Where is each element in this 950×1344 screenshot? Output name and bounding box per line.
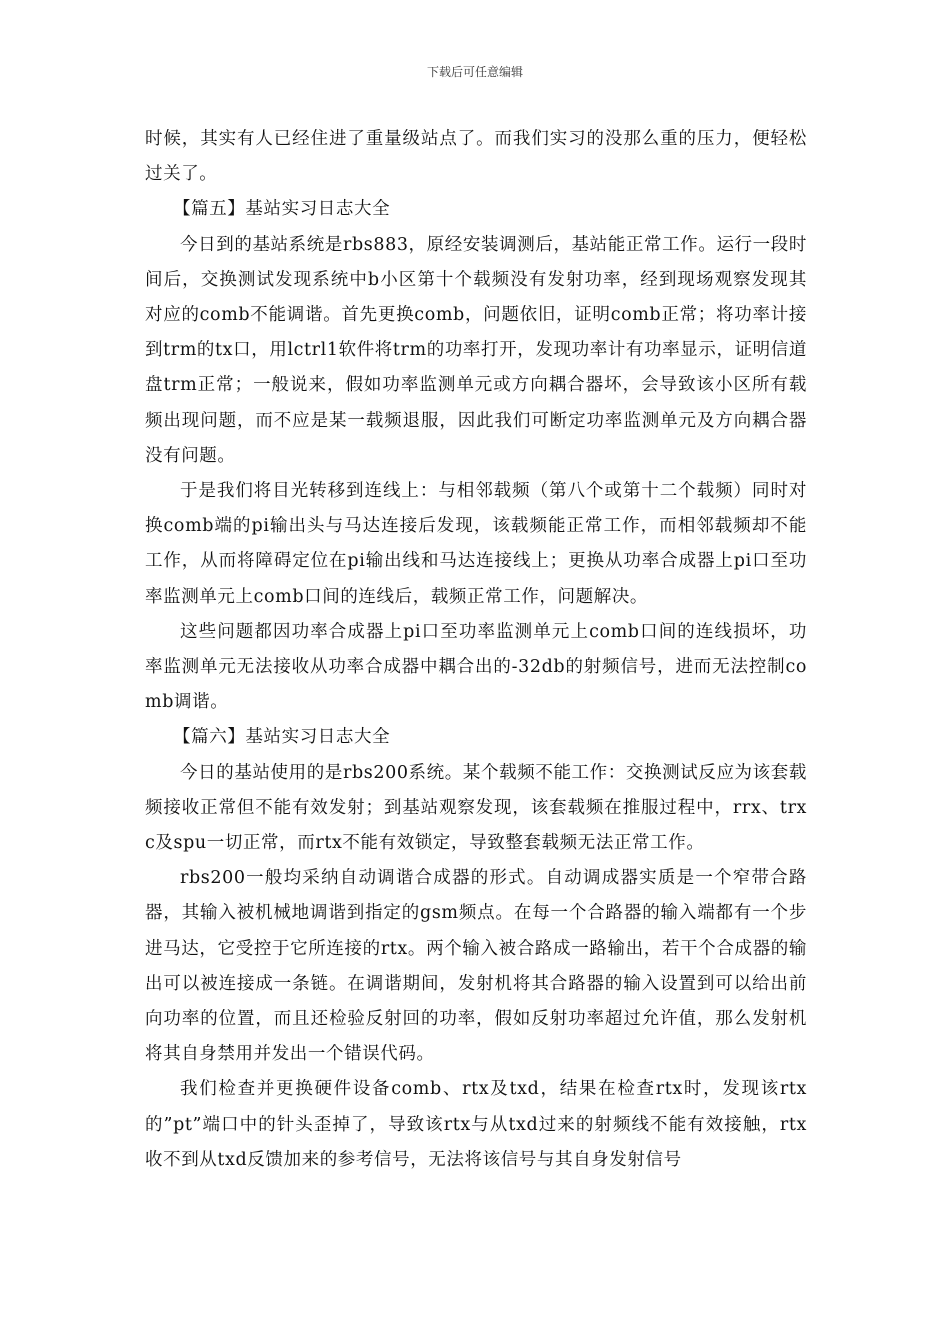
section-heading: 【篇五】基站实习日志大全 bbox=[173, 199, 391, 220]
paragraph: 于是我们将目光转移到连线上：与相邻载频（第八个或第十二个载频）同时对换comb端的pi输出头与马达连接后发现，该载频能正常工作，而相邻载频却不能工作，从而将障碍定位在pi输出线和马达连接线上；更换从功率合成器上pi口至功率监测单元上comb口间的连线后，载频正常工作，问题解决。 bbox=[145, 481, 807, 607]
section-heading: 【篇六】基站实习日志大全 bbox=[173, 727, 391, 748]
page-header: 下载后可任意编辑 bbox=[426, 65, 523, 79]
paragraph: rbs200一般均采纳自动调谐合成器的形式。自动调成器实质是一个窄带合路器，其输入被机械地调谐到指定的gsm频点。在每一个合路器的输入端都有一个步进马达，它受控于它所连接的rtx。两个输入被合路成一路输出，若干个合成器的输出可以被连接成一条链。在调谐期间，发射机将其合路器的输入设置到可以给出前向功率的位置，而且还检验反射回的功率，假如反射功率超过允许值，那么发射机将其自身禁用并发出一个错误代码。 bbox=[145, 868, 807, 1065]
paragraph: 今日到的基站系统是rbs883，原经安装调测后，基站能正常工作。运行一段时间后，交换测试发现系统中b小区第十个载频没有发射功率，经到现场观察发现其对应的comb不能调谐。首先更换comb，问题依旧，证明comb正常；将功率计接到trm的tx口，用lctrl1软件将trm的功率打开，发现功率计有功率显示，证明信道盘trm正常；一般说来，假如功率监测单元或方向耦合器坏，会导致该小区所有载频出现问题，而不应是某一载频退服，因此我们可断定功率监测单元及方向耦合器没有问题。 bbox=[145, 234, 807, 466]
paragraph: 时候，其实有人已经住进了重量级站点了。而我们实习的没那么重的压力，便轻松过关了。 bbox=[145, 129, 807, 185]
paragraph: 我们检查并更换硬件设备comb、rtx及txd，结果在检查rtx时，发现该rtx的”pt”端口中的针头歪掉了，导致该rtx与从txd过来的射频线不能有效接触，rtx收不到从txd反馈加来的参考信号，无法将该信号与其自身发射信号 bbox=[145, 1079, 807, 1170]
document-body bbox=[145, 122, 807, 1178]
paragraph: 今日的基站使用的是rbs200系统。某个载频不能工作：交换测试反应为该套载频接收正常但不能有效发射；到基站观察发现，该套载频在推服过程中，rrx、trxc及spu一切正常，而rtx不能有效锁定，导致整套载频无法正常工作。 bbox=[145, 762, 807, 854]
paragraph: 这些问题都因功率合成器上pi口至功率监测单元上comb口间的连线损坏，功率监测单元无法接收从功率合成器中耦合出的-32db的射频信号，进而无法控制comb调谐。 bbox=[145, 621, 807, 713]
